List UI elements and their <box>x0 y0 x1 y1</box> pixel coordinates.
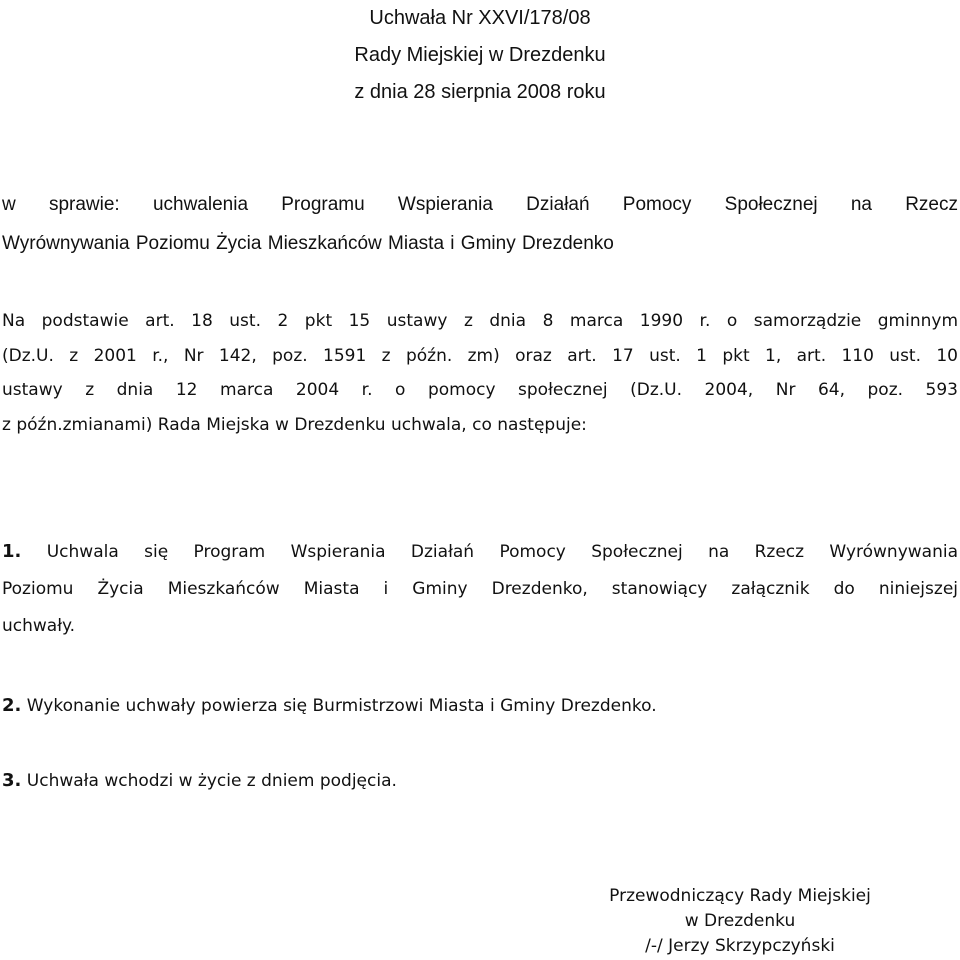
paragraph-2 <box>2 694 958 718</box>
paragraph-2-text: Wykonanie uchwały powierza się Burmistrzowi Miasta i Gminy Drezdenko. <box>26 696 657 716</box>
paragraph-1-line-2: Poziomu Życia Mieszkańców Miasta i Gminy Drezdenko, stanowiący załącznik do niniejszej <box>2 579 958 599</box>
signatory-title: Przewodniczący Rady Miejskiej <box>609 886 871 906</box>
subject-line-1: w sprawie: uchwalenia Programu Wspierania Działań Pomocy Społecznej na Rzecz <box>2 194 958 215</box>
legal-basis-line-3: ustawy z dnia 12 marca 2004 r. o pomocy społecznej (Dz.U. 2004, Nr 64, poz. 593 <box>2 380 958 400</box>
paragraph-1 <box>2 533 958 645</box>
resolution-date: z dnia 28 sierpnia 2008 roku <box>354 81 606 103</box>
signatory-name: /-/ Jerzy Skrzypczyński <box>645 936 835 956</box>
paragraph-1-line-3: uchwały. <box>2 616 76 636</box>
paragraph-3 <box>2 769 958 793</box>
paragraph-1-sign: 1. <box>2 541 22 562</box>
legal-basis-line-4: z późn.zmianami) Rada Miejska w Drezdenku uchwala, co następuje: <box>2 414 587 435</box>
paragraph-1-line-1 <box>2 533 958 571</box>
subject-line-2: Wyrównywania Poziomu Życia Mieszkańców Miasta i Gminy Drezdenko <box>2 233 614 254</box>
issuing-council: Rady Miejskiej w Drezdenku <box>354 44 606 66</box>
paragraph-3-text: Uchwała wchodzi w życie z dniem podjęcia. <box>26 771 397 791</box>
signature-block <box>580 884 900 959</box>
legal-basis-line-2: (Dz.U. z 2001 r., Nr 142, poz. 1591 z późn. zm) oraz art. 17 ust. 1 pkt 1, art. 110 ust. 10 <box>2 345 958 366</box>
resolution-number: Uchwała Nr XXVI/178/08 <box>369 7 591 29</box>
paragraph-2-sign: 2. <box>2 695 22 716</box>
resolution-subject <box>2 185 958 263</box>
document-header <box>0 0 960 111</box>
paragraph-1-text-1: Uchwala się Program Wspierania Działań Pomocy Społecznej na Rzecz Wyrównywania <box>46 542 958 562</box>
legal-basis-line-1: Na podstawie art. 18 ust. 2 pkt 15 ustawy z dnia 8 marca 1990 r. o samorządzie gminnym <box>2 311 958 331</box>
paragraph-3-sign: 3. <box>2 770 22 791</box>
signatory-place: w Drezdenku <box>684 911 796 931</box>
legal-basis <box>2 304 958 442</box>
